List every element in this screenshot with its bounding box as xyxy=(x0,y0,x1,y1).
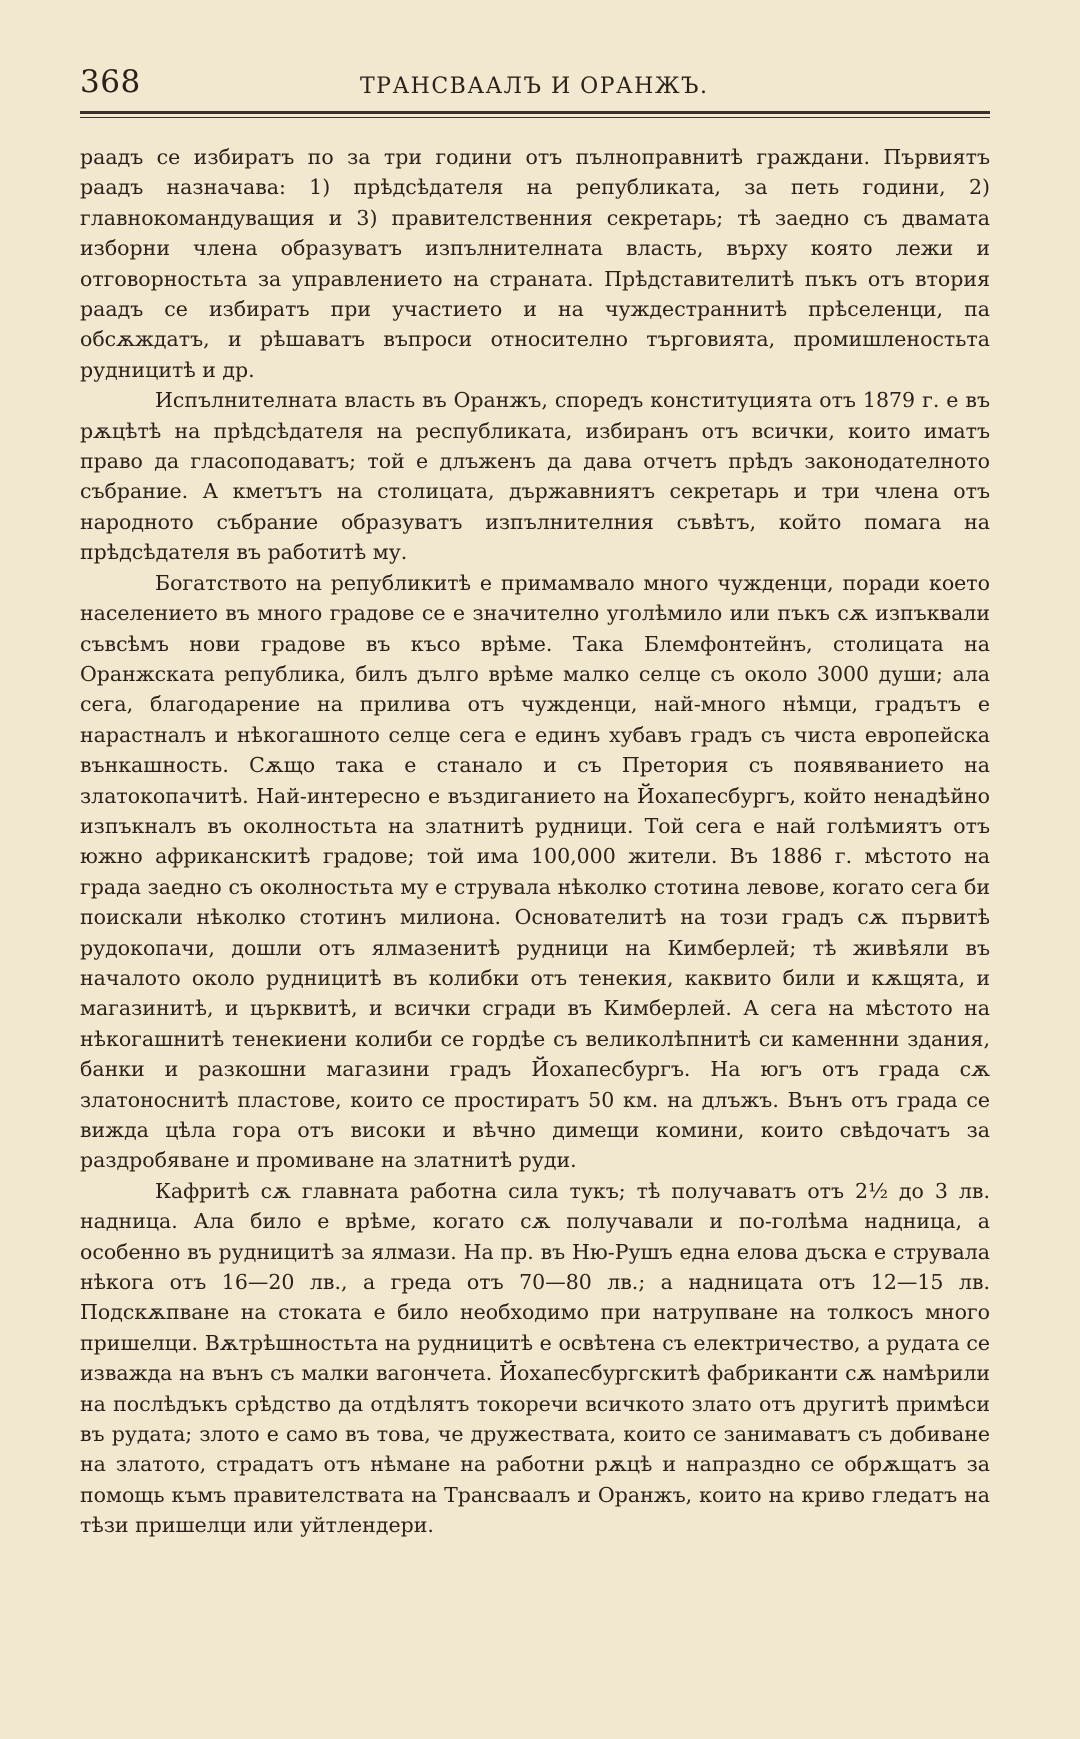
paragraph-wealth-of-republics: Богатството на републикитѣ е примамвало много чужденци, поради което населението въ много градове се е значително уголѣмило или пъкъ сѫ изпъквали съвсѣмъ нови градове въ късо врѣме. Така Блемфонтейнъ, столицата на Оранжската република, билъ дълго врѣме малко селце съ около 3000 души; ала сега, благодарение на прилива отъ чужденци, най-много нѣмци, градътъ е нарастналъ и нѣкогашното селце сега е единъ хубавъ градъ съ чиста европейска вънкашность. Сѫщо така е станало и съ Претория съ появяванието на златокопачитѣ. Най-интересно е въздиганието на Йохапесбургъ, който ненадѣйно изпъкналъ въ околностьта на златнитѣ рудници. Той сега е най голѣмиятъ отъ южно африканскитѣ градове; той има 100,000 жители. Въ 1886 г. мѣстото на града заедно съ околностьта му е струвала нѣколко стотина левове, когато сега би поискали нѣколко стотинъ милиона. Основателитѣ на този градъ сѫ първитѣ рудокопачи, дошли отъ ялмазенитѣ рудници на Кимберлей; тѣ живѣяли въ началото около рудницитѣ въ колибки отъ тенекия, каквито били и кѫщята, и магазинитѣ, и църквитѣ, и всички сгради въ Кимберлей. А сега на мѣстото на нѣкогашнитѣ тенекиени колиби се гордѣе съ великолѣпнитѣ си каменнни здания, банки и разкошни магазини градъ Йохапесбургъ. На югъ отъ града сѫ златоноснитѣ пластове, които се простиратъ 50 км. на длъжъ. Вънъ отъ града се вижда цѣла гора отъ високи и вѣчно димещи комини, които свѣдочатъ за раздробяване и промиване на златнитѣ руди. xyxy=(80,570,990,1173)
page-header xyxy=(80,64,990,112)
header-rule-thin xyxy=(80,117,990,118)
paragraph-kaffir-labor: Кафритѣ сѫ главната работна сила тукъ; тѣ получаватъ отъ 2½ до 3 лв. надница. Ала било е врѣме, когато сѫ получавали и по-голѣма надница, а особенно въ рудницитѣ за ялмази. На пр. въ Ню-Рушъ една елова дъска е струвала нѣкога отъ 16—20 лв., а греда отъ 70—80 лв.; а надницата отъ 12—15 лв. Подскѫпване на стоката е било необходимо при натрупване на толкосъ много пришелци. Вѫтрѣшностьта на рудницитѣ е освѣтена съ електричество, а рудата се изважда на вънъ съ малки вагончета. Йохапесбургскитѣ фабриканти сѫ намѣрили на послѣдъкъ срѣдство да отдѣлятъ токоречи всичкото злато отъ другитѣ примѣси въ рудата; злото е само въ това, че дружествата, които се занимаватъ съ добиване на златото, страдатъ отъ нѣмане на работни рѫцѣ и напраздно се обрѫщатъ за помощь къмъ правителствата на Трансваалъ и Оранжъ, които на криво гледатъ на тѣзи пришелци или уйтлендери. xyxy=(80,1178,990,1538)
header-rule-thick xyxy=(80,111,990,114)
running-head: ТРАНСВААЛЪ И ОРАНЖЪ. xyxy=(360,74,709,99)
paragraph-continued: раадъ се избиратъ по за три години отъ пълноправнитѣ граждани. Първиятъ раадъ назначава: 1) прѣдсѣдателя на републиката, за петь години, 2) главнокомандуващия и 3) правителственния секретарь; тѣ заедно съ двамата изборни члена образуватъ изпълнителната власть, върху която лежи и отговорностьта за управлението на страната. Прѣдставителитѣ пъкъ отъ втория раадъ се избиратъ при участието и на чуждестраннитѣ прѣселенци, па обсѫждатъ, и рѣшаватъ въпроси относително търговията, промишленостьта рудницитѣ и др. xyxy=(80,145,990,382)
paragraph-executive-power: Испълнителната власть въ Оранжъ, споредъ конституцията отъ 1879 г. е въ рѫцѣтѣ на прѣдсѣдателя на республиката, избиранъ отъ всички, които иматъ право да гласоподаватъ; той е длъженъ да дава отчетъ прѣдъ законодателното събрание. А кметътъ на столицата, държавниятъ секретарь и три члена отъ народното събрание образуватъ изпълнителния съвѣтъ, който помага на прѣдсѣдателя въ работитѣ му. xyxy=(80,388,990,565)
body-text xyxy=(80,142,990,1541)
page-number: 368 xyxy=(80,64,141,100)
